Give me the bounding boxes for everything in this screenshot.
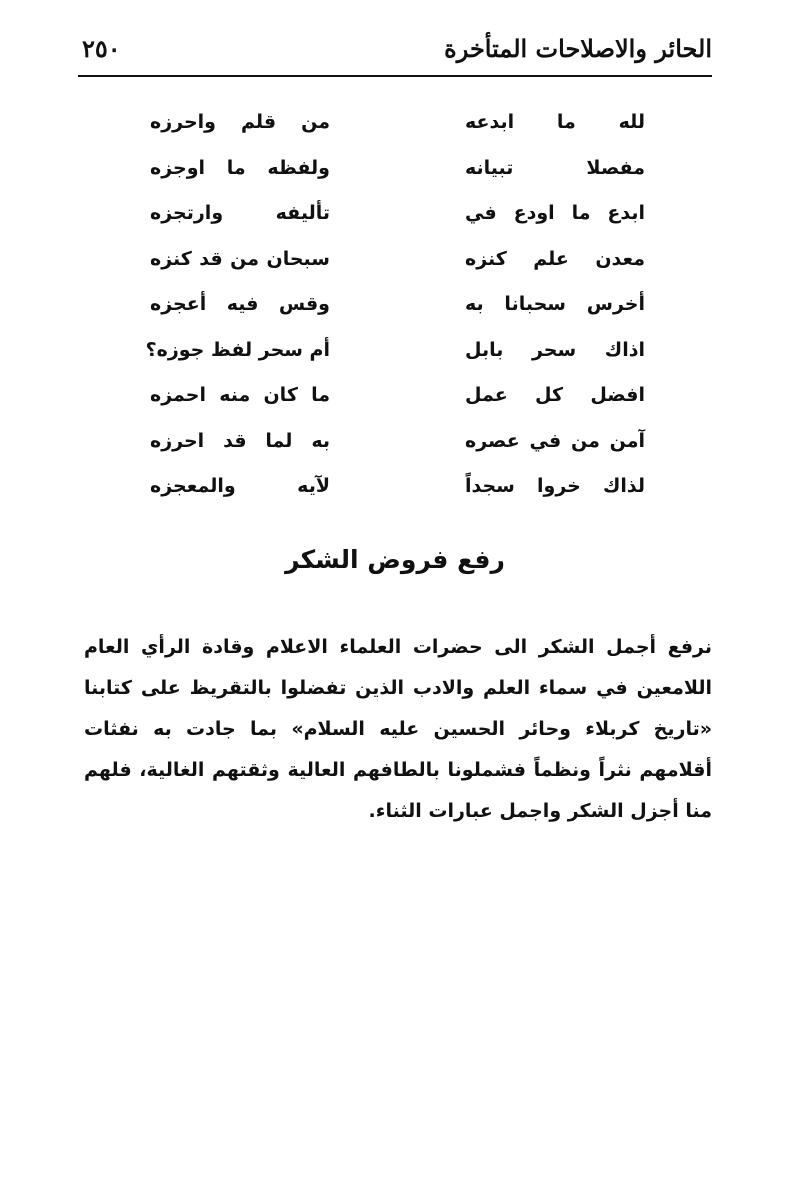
running-header-title: الحائر والاصلاحات المتأخرة	[444, 34, 712, 63]
header-rule	[78, 75, 712, 77]
verse-first-hemistich: لذاك خروا سجداً	[465, 475, 645, 497]
verse-second-hemistich: وقس فيه أعجزه	[150, 293, 330, 315]
poem-verse	[150, 100, 645, 146]
verse-first-hemistich: لله ما ابدعه	[465, 111, 645, 133]
poem-verse	[150, 373, 645, 419]
poem	[145, 100, 645, 510]
page-number: ٢٥٠	[82, 34, 121, 63]
poem-verse	[150, 282, 645, 328]
poem-verse	[145, 328, 645, 374]
poem-verse	[150, 419, 645, 465]
verse-second-hemistich: من قلم واحرزه	[150, 111, 330, 133]
poem-verse	[150, 146, 645, 192]
verse-second-hemistich: تأليفه وارتجزه	[150, 202, 330, 224]
verse-second-hemistich: سبحان من قد كنزه	[150, 247, 330, 270]
verse-first-hemistich: أخرس سحبانا به	[465, 293, 645, 315]
poem-verse	[150, 191, 645, 237]
verse-second-hemistich: به لما قد احرزه	[150, 429, 330, 452]
poem-verse	[150, 237, 645, 283]
verse-first-hemistich: اذاك سحر بابل	[465, 338, 645, 361]
verse-first-hemistich: آمن من في عصره	[465, 429, 645, 452]
verse-first-hemistich: افضل كل عمل	[465, 384, 645, 406]
verse-first-hemistich: مفصلا تبيانه	[465, 156, 645, 179]
section-heading: رفع فروض الشكر	[285, 545, 505, 574]
verse-second-hemistich: ما كان منه احمزه	[150, 384, 330, 406]
verse-second-hemistich: أم سحر لفظ جوزه؟	[145, 338, 330, 361]
running-header	[78, 28, 712, 72]
body-paragraph: نرفع أجمل الشكر الى حضرات العلماء الاعلام وقادة الرأي العام اللامعين في سماء العلم والادب الذين تفضلوا بالتقريظ على كتابنا «تاريخ كربلاء وحائر الحسين عليه السلام» بما جادت به نفثات أقلامهم نثراً ونظماً فشملونا بالطافهم العالية وثقتهم الغالية، فلهم منا أجزل الشكر واجمل عبارات الثناء.	[84, 636, 712, 822]
poem-verse	[150, 464, 645, 510]
verse-first-hemistich: ابدع ما اودع في	[465, 202, 645, 224]
verse-second-hemistich: ولفظه ما اوجزه	[150, 156, 330, 179]
verse-first-hemistich: معدن علم كنزه	[465, 247, 645, 270]
verse-second-hemistich: لآيه والمعجزه	[150, 475, 330, 497]
